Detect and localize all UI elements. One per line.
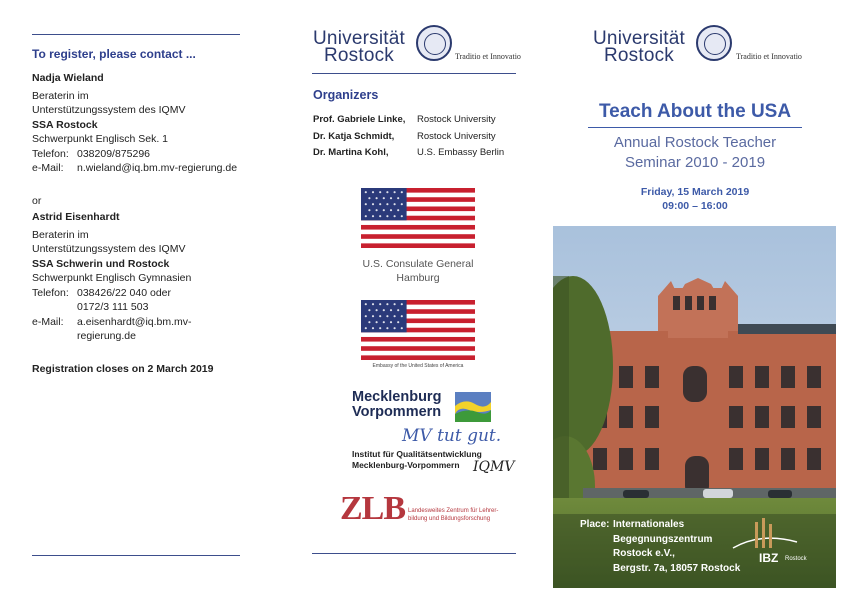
iqmv-abbr: IQMV — [473, 459, 515, 475]
contact-2-phone-2[interactable]: 0172/3 111 503 — [77, 301, 149, 313]
us-flag-icon — [361, 300, 475, 360]
or-label: or — [32, 195, 42, 207]
place-label: Place: — [580, 519, 610, 530]
university-city: Rostock — [323, 45, 395, 66]
iqmv-name: Institut für Qualitätsentwicklung — [352, 449, 482, 459]
email-label: e-Mail: — [32, 162, 64, 174]
zlb-caption — [408, 507, 518, 523]
university-name: Universität — [313, 28, 405, 49]
venue-line-1: Internationales — [613, 519, 685, 530]
consulate-city: Hamburg — [396, 272, 440, 284]
mv-slogan: MV tut gut. — [402, 426, 502, 446]
contact-1 — [32, 71, 262, 176]
embassy-caption: Embassy of the United States of America — [372, 363, 464, 369]
zlb-logo: ZLB — [340, 490, 406, 527]
mv-name: Mecklenburg — [352, 389, 442, 405]
mv-wave-icon — [455, 392, 491, 422]
university-building-photo — [553, 226, 836, 588]
organizer-row — [313, 112, 504, 129]
mv-logo — [352, 390, 441, 420]
university-seal-icon — [696, 25, 732, 61]
university-logo-right — [587, 30, 691, 64]
contact-1-office: SSA Rostock — [32, 118, 98, 131]
event-date: Friday, 15 March 2019 — [640, 186, 750, 198]
event-subtitle-1: Annual Rostock Teacher — [613, 134, 777, 151]
iqmv-logo — [352, 449, 482, 471]
contact-1-focus: Schwerpunkt Englisch Sek. 1 — [32, 133, 168, 145]
university-name-right: Universität — [593, 28, 685, 49]
event-title: Teach About the USA — [598, 101, 792, 122]
university-logo — [307, 30, 411, 64]
registration-deadline: Registration closes on 2 March 2019 — [32, 363, 214, 375]
iqmv-region: Mecklenburg-Vorpommern — [352, 460, 460, 470]
register-heading: To register, please contact ... — [32, 47, 196, 61]
event-subtitle — [560, 133, 830, 173]
contact-1-role-2: Unterstützungssystem des IQMV — [32, 104, 186, 116]
event-subtitle-2: Seminar 2010 - 2019 — [624, 154, 766, 171]
consulate-caption — [340, 257, 496, 285]
contact-2-email-2[interactable]: regierung.de — [77, 330, 136, 342]
consulate-name: U.S. Consulate General — [362, 258, 474, 270]
organizer-name: Dr. Katja Schmidt, — [313, 130, 395, 142]
organizer-name: Dr. Martina Kohl, — [313, 147, 389, 158]
contact-1-name: Nadja Wieland — [32, 72, 104, 84]
event-datetime — [560, 185, 830, 213]
contact-1-email[interactable]: n.wieland@iq.bm.mv-regierung.de — [77, 162, 238, 174]
contact-2-role-2: Unterstützungssystem des IQMV — [32, 243, 186, 255]
contact-2 — [32, 210, 262, 344]
contact-2-focus: Schwerpunkt Englisch Gymnasien — [32, 272, 192, 284]
top-divider — [32, 34, 240, 35]
venue-address — [580, 518, 740, 576]
phone-label: Telefon: — [32, 147, 69, 160]
organizer-row — [313, 145, 504, 162]
mv-name-2: Vorpommern — [352, 404, 442, 420]
venue-line-3: Rostock e.V., — [613, 548, 675, 559]
title-underline — [588, 127, 802, 128]
contact-2-name: Astrid Eisenhardt — [32, 211, 120, 223]
organizers-heading: Organizers — [313, 88, 379, 102]
contact-1-phone[interactable]: 038209/875296 — [77, 147, 150, 160]
venue-line-2: Begegnungszentrum — [613, 533, 713, 545]
organizer-name: Prof. Gabriele Linke, — [313, 114, 406, 125]
phone-label-2: Telefon: — [32, 286, 69, 299]
email-label-2: e-Mail: — [32, 315, 64, 328]
contact-1-role: Beraterin im — [32, 89, 89, 102]
ibz-city: Rostock — [785, 556, 807, 562]
venue-line-4: Bergstr. 7a, 18057 Rostock — [613, 562, 741, 574]
zlb-caption-2: bildung und Bildungsforschung — [408, 516, 491, 522]
middle-top-divider — [312, 73, 516, 74]
event-time: 09:00 – 16:00 — [662, 200, 728, 212]
ibz-name: IBZ — [759, 551, 779, 565]
us-flag-icon — [361, 188, 475, 248]
contact-2-role: Beraterin im — [32, 228, 89, 241]
organizer-row — [313, 129, 504, 146]
zlb-caption-1: Landesweites Zentrum für Lehrer- — [408, 508, 499, 514]
contact-2-phone[interactable]: 038426/22 040 oder — [77, 286, 172, 299]
university-motto-right: Traditio et Innovatio — [736, 52, 802, 61]
organizer-affiliation: U.S. Embassy Berlin — [417, 147, 505, 158]
contact-2-office: SSA Schwerin und Rostock — [32, 257, 170, 270]
bottom-divider — [32, 555, 240, 556]
university-motto: Traditio et Innovatio — [455, 52, 521, 61]
organizer-affiliation: Rostock University — [417, 114, 496, 125]
middle-bottom-divider — [312, 553, 516, 554]
university-seal-icon — [416, 25, 452, 61]
organizer-affiliation: Rostock University — [417, 130, 496, 142]
organizers-list — [313, 112, 504, 162]
university-city-right: Rostock — [603, 45, 675, 66]
contact-2-email[interactable]: a.eisenhardt@iq.bm.mv- — [77, 315, 192, 328]
